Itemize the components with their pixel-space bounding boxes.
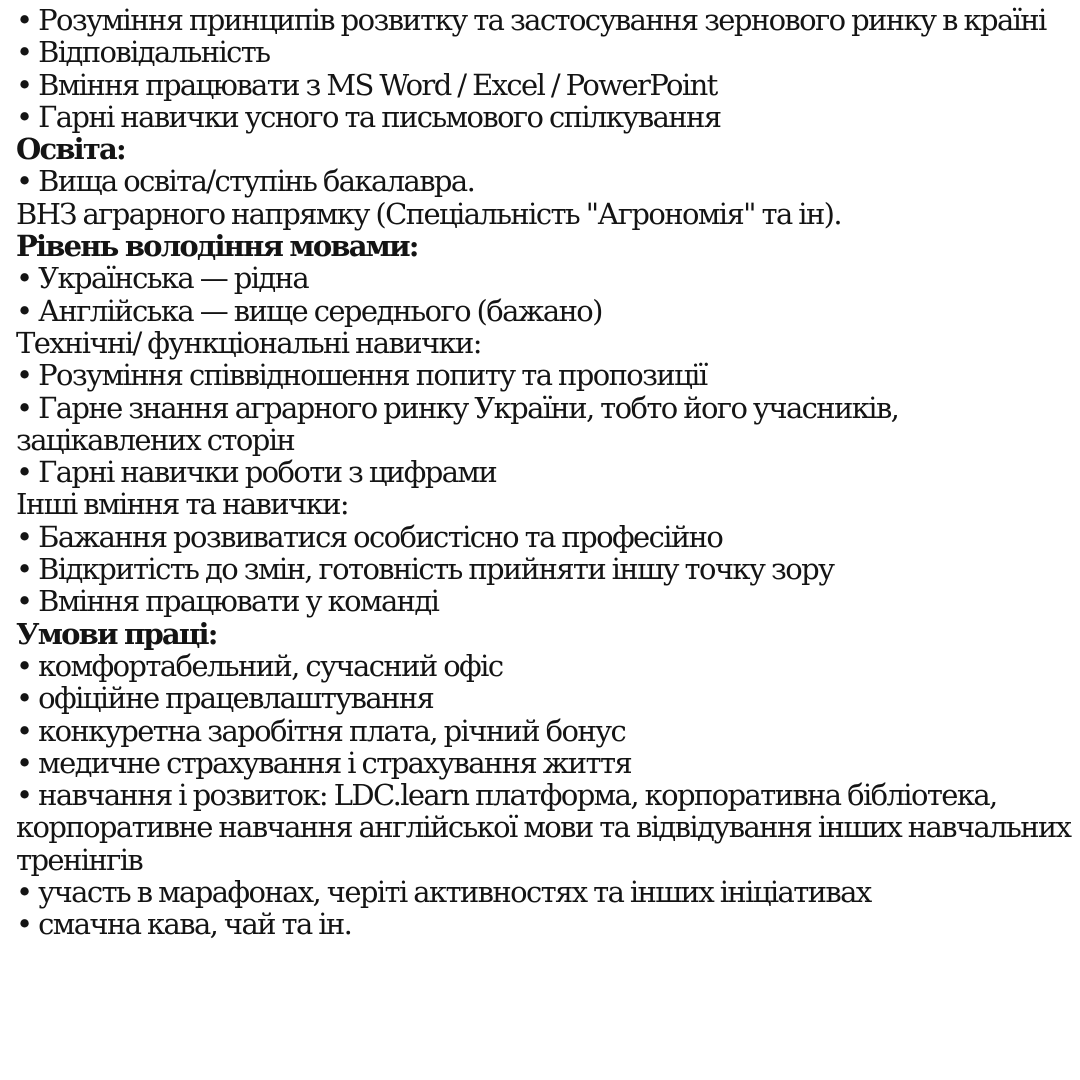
condition-learning: • навчання і розвиток: LDC.learn платформа, корпоративна бібліотека, корпоративне навчання англійської мови та відвідування інших навчальних тренінгів — [16, 778, 1078, 877]
requirement-ms-office: • Вміння працювати з MS Word / Excel / PowerPoint — [16, 67, 717, 102]
requirement-responsibility: • Відповідальність — [16, 35, 270, 70]
heading-education: Освіта: — [16, 132, 125, 167]
skill-supply-demand: • Розуміння співвідношення попиту та пропозиції — [16, 358, 707, 393]
subheading-technical-skills: Технічні/ функціональні навички: — [16, 325, 481, 360]
skill-numbers: • Гарні навички роботи з цифрами — [16, 455, 497, 490]
requirement-communication: • Гарні навички усного та письмового спілкування — [16, 99, 721, 134]
condition-official-employment: • офіційне працевлаштування — [16, 681, 434, 716]
requirement-grain-market: • Розуміння принципів розвитку та застосування зернового ринку в країні — [16, 3, 1046, 37]
skill-growth: • Бажання розвиватися особистісно та професійно — [16, 519, 723, 554]
language-english: • Англійська — вище середнього (бажано) — [16, 293, 602, 328]
job-description-text — [16, 3, 1078, 942]
condition-office: • комфортабельний, сучасний офіс — [16, 648, 503, 683]
condition-coffee-tea: • смачна кава, чай та ін. — [16, 907, 352, 942]
condition-salary: • конкуретна заробітня плата, річний бонус — [16, 713, 626, 748]
education-degree: • Вища освіта/ступінь бакалавра. — [16, 164, 475, 199]
subheading-other-skills: Інші вміння та навички: — [16, 487, 348, 522]
condition-marathons: • участь в марафонах, черіті активностях та інших ініціативах — [16, 875, 871, 910]
skill-agrarian-market: • Гарне знання аграрного ринку України, тобто його учасників, зацікавлених сторін — [16, 390, 905, 457]
education-institution: ВНЗ аграрного напрямку (Спеціальність "Агрономія" та ін). — [16, 196, 842, 231]
heading-languages: Рівень володіння мовами: — [16, 229, 418, 264]
skill-openness: • Відкритість до змін, готовність прийняти іншу точку зору — [16, 552, 834, 587]
heading-working-conditions: Умови праці: — [16, 616, 217, 651]
condition-insurance: • медичне страхування і страхування життя — [16, 745, 632, 780]
language-ukrainian: • Українська — рідна — [16, 261, 309, 296]
skill-teamwork: • Вміння працювати у команді — [16, 584, 439, 619]
